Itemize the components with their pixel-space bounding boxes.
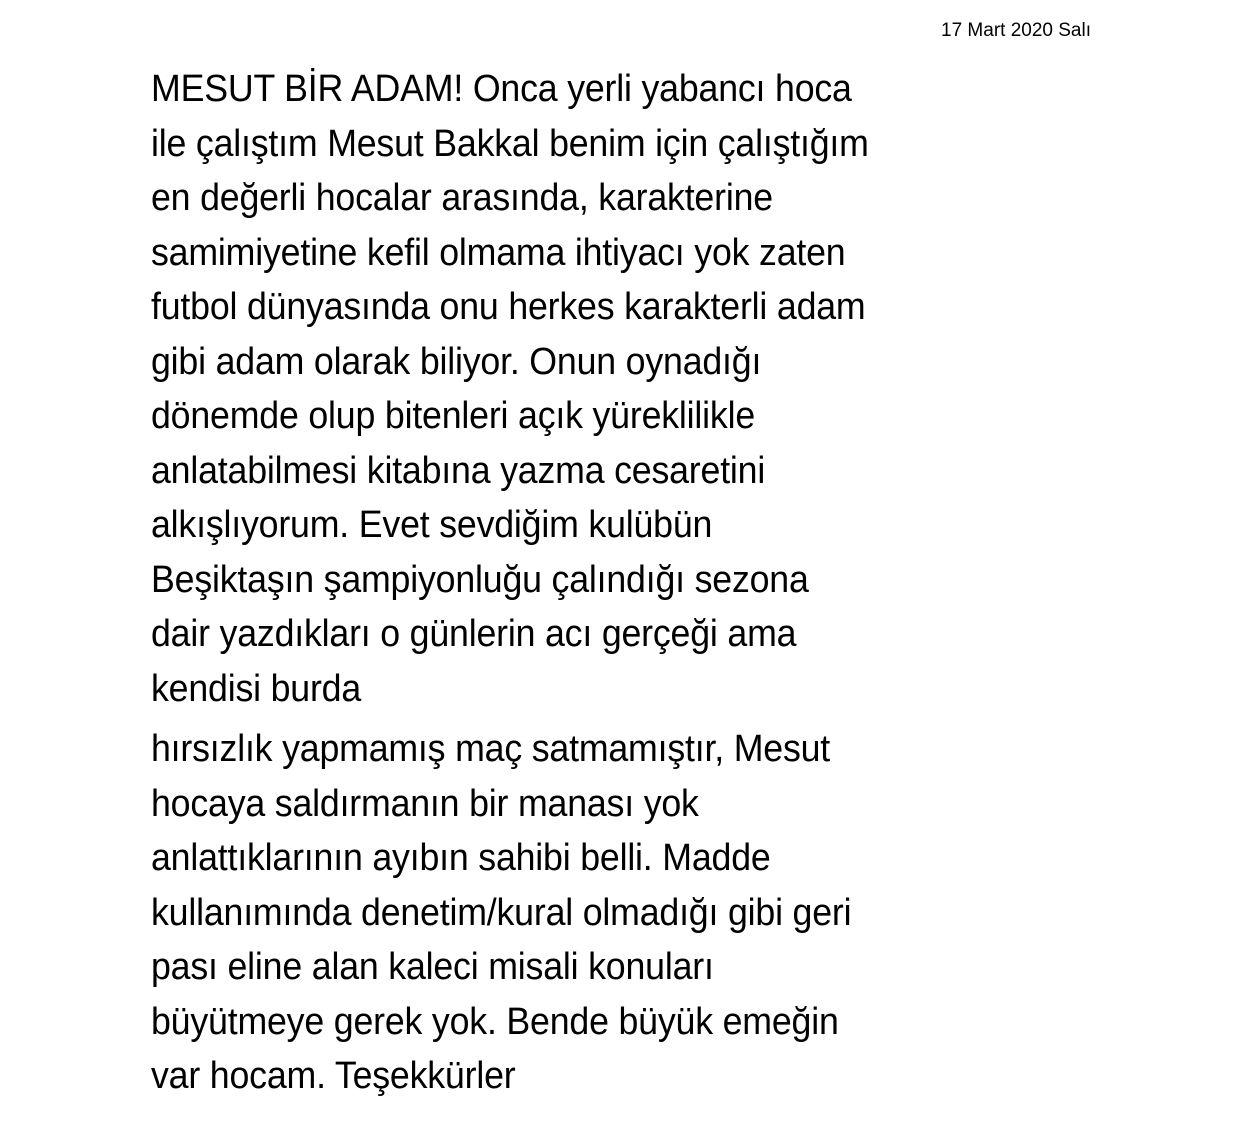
text-line: anlattıklarının ayıbın sahibi belli. Madde bbox=[151, 837, 771, 879]
paragraph-2 bbox=[151, 722, 1111, 1104]
text-line: anlatabilmesi kitabına yazma cesaretini bbox=[151, 449, 766, 492]
text-line: gibi adam olarak biliyor. Onun oynadığı bbox=[151, 340, 762, 383]
text-line: samimiyetine kefil olmama ihtiyacı yok zaten bbox=[151, 231, 846, 274]
note-body bbox=[151, 62, 1111, 1104]
text-line: futbol dünyasında onu herkes karakterli adam bbox=[151, 286, 866, 328]
paragraph-1 bbox=[151, 62, 1111, 716]
text-line: pası eline alan kaleci misali konuları bbox=[151, 946, 714, 988]
text-line: ile çalıştım Mesut Bakkal benim için çalıştığım bbox=[151, 122, 869, 165]
text-line: hırsızlık yapmamış maç satmamıştır, Mesut bbox=[151, 728, 831, 770]
text-line: MESUT BİR ADAM! Onca yerli yabancı hoca bbox=[151, 68, 852, 110]
text-line: büyütmeye gerek yok. Bende büyük emeğin bbox=[151, 1000, 839, 1043]
text-line: kendisi burda bbox=[151, 667, 362, 710]
text-line: dair yazdıkları o günlerin acı gerçeği ama bbox=[151, 613, 797, 655]
text-line: var hocam. Teşekkürler bbox=[151, 1055, 516, 1097]
note-date: 17 Mart 2020 Salı bbox=[941, 20, 1091, 41]
text-line: Beşiktaşın şampiyonluğu çalındığı sezona bbox=[151, 558, 809, 601]
text-line: kullanımında denetim/kural olmadığı gibi geri bbox=[151, 891, 852, 934]
text-line: dönemde olup bitenleri açık yüreklilikle bbox=[151, 395, 756, 437]
text-line: en değerli hocalar arasında, karakterine bbox=[151, 177, 773, 219]
text-line: alkışlıyorum. Evet sevdiğim kulübün bbox=[151, 504, 713, 546]
text-line: hocaya saldırmanın bir manası yok bbox=[151, 782, 699, 825]
